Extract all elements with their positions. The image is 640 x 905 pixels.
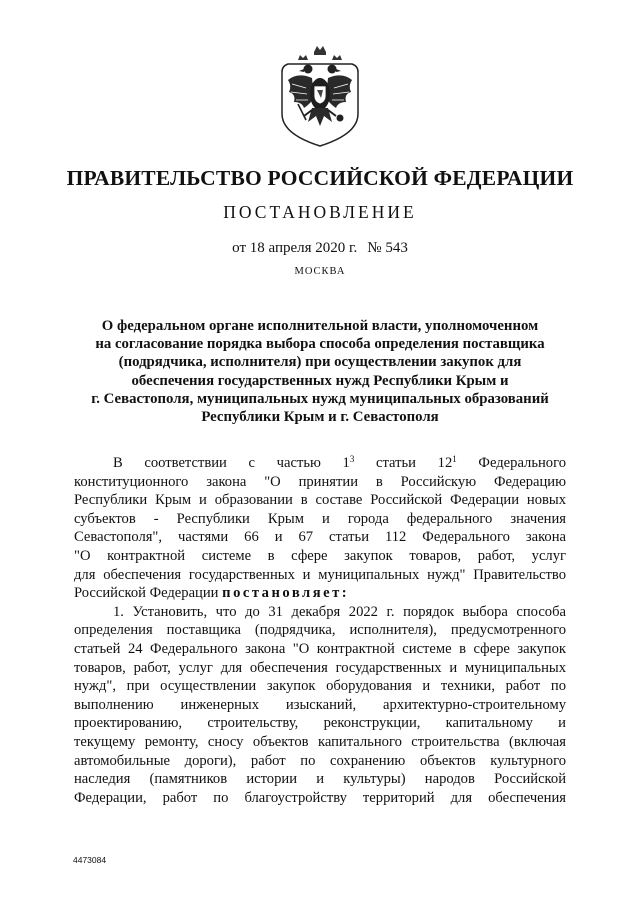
body-line: 1. Установить, что до 31 декабря 2022 г. порядок выбора способа [113, 603, 566, 620]
document-place: МОСКВА [294, 266, 346, 277]
document-code: 4473084 [73, 855, 107, 865]
body-line [74, 584, 566, 603]
body-line: субъектов - Республики Крым и города федерального значения [74, 510, 566, 527]
coat-of-arms-icon [270, 42, 370, 150]
government-title: ПРАВИТЕЛЬСТВО РОССИЙСКОЙ ФЕДЕРАЦИИ [66, 166, 574, 190]
paragraph-preamble [74, 454, 566, 603]
body-text-fragment: Федерального [456, 455, 566, 471]
heading-line: г. Севастополя, муниципальных нужд муниципальных образований [91, 390, 549, 407]
heading-line: О федеральном органе исполнительной власти, уполномоченном [101, 318, 539, 334]
superscript: 3 [349, 454, 355, 464]
body-line: определения поставщика (подрядчика, исполнителя), предусмотренного [74, 622, 566, 639]
heading-line: на согласование порядка выбора способа определения поставщика [95, 336, 545, 353]
body-line: выполнению инженерных изысканий, архитектурно-строительному [74, 696, 566, 713]
superscript: 1 [452, 454, 457, 464]
heading-line: обеспечения государственных нужд Республики Крым и [131, 372, 509, 389]
body-line: конституционного закона "О принятии в Российскую Федерацию [74, 473, 566, 490]
document-date-line [0, 240, 640, 257]
body-line: автомобильные дороги), работ по сохранению объектов культурного [74, 752, 566, 769]
body-line [74, 454, 566, 473]
body-text-fragment: статьи 12 [354, 455, 453, 471]
body-line: наследия (памятников истории и культуры) народов Российской [74, 771, 566, 788]
heading-line: (подрядчика, исполнителя) при осуществлении закупок для [118, 354, 522, 371]
body-text-fragment: Российской Федерации [74, 585, 219, 602]
document-number: № 543 [367, 240, 408, 256]
body-line: Федерации, работ по благоустройству территорий для обеспечения [74, 789, 566, 806]
paragraph-item-1 [74, 603, 566, 808]
body-line: Республики Крым и образовании в составе Российской Федерации новых [74, 492, 566, 509]
body-line: статьей 24 Федерального закона "О контрактной системе в сфере закупок [74, 640, 566, 657]
body-line: для обеспечения государственных и муниципальных нужд" Правительство [74, 566, 566, 583]
body-line: проектированию, строительству, реконструкции, капитальному и [74, 715, 566, 732]
body-line: текущему ремонту, сносу объектов капитального строительства (включая [74, 733, 566, 750]
decree-word: постановляет: [222, 585, 350, 602]
body-line: Севастополя", частями 66 и 67 статьи 112 Федерального закона [74, 529, 566, 546]
document-body [74, 454, 566, 807]
document-type: ПОСТАНОВЛЕНИЕ [223, 202, 417, 222]
document-date: от 18 апреля 2020 г. [232, 240, 358, 256]
body-line: нужд", при осуществлении закупок оборудования и техники, работ по [74, 678, 566, 695]
body-line: товаров, работ, услуг для обеспечения государственных и муниципальных [74, 659, 566, 676]
document-heading [80, 317, 560, 426]
body-line: "О контрактной системе в сфере закупок товаров, работ, услуг [74, 547, 566, 564]
heading-line: Республики Крым и г. Севастополя [201, 409, 439, 426]
body-text-fragment: В соответствии с частью 1 [113, 455, 350, 471]
